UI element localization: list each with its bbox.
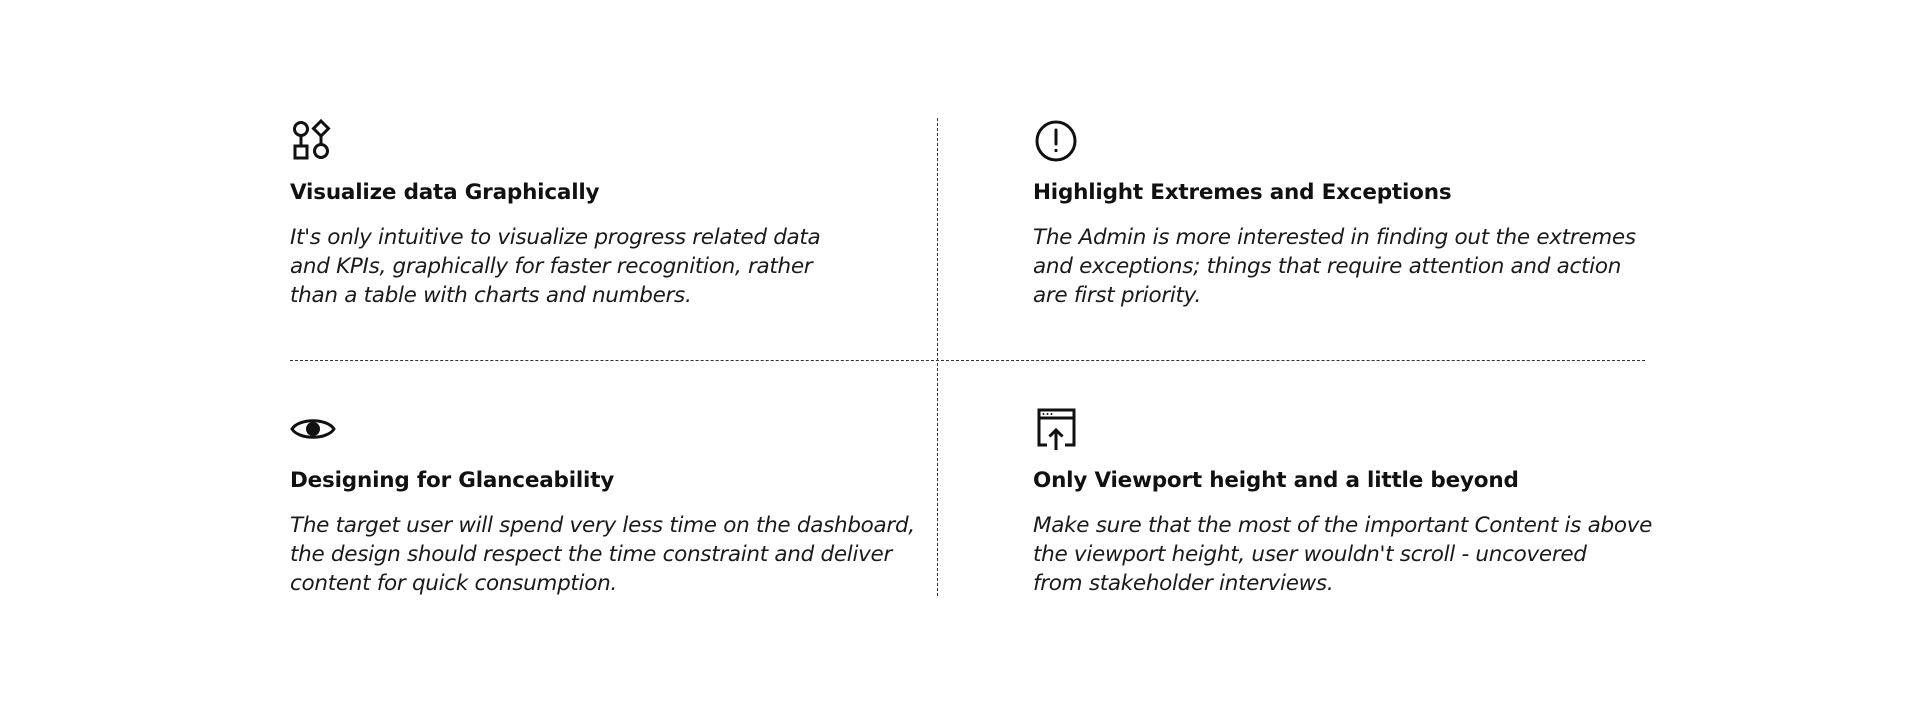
card-title: Only Viewport height and a little beyond — [1033, 468, 1519, 493]
vertical-divider — [937, 118, 938, 596]
card-title: Visualize data Graphically — [290, 180, 600, 205]
principle-card-visualize — [290, 118, 930, 310]
card-description — [1033, 223, 1673, 310]
description-line: from stakeholder interviews. — [1033, 571, 1334, 596]
description-line: the viewport height, user wouldn't scroll - uncovered — [1033, 542, 1587, 567]
card-description — [290, 223, 930, 310]
exclamation-circle-icon — [1033, 118, 1079, 164]
card-title: Highlight Extremes and Exceptions — [1033, 180, 1452, 205]
description-line: It's only intuitive to visualize progress related data — [290, 225, 821, 250]
description-line: are first priority. — [1033, 283, 1201, 308]
principle-card-glanceability — [290, 406, 930, 598]
card-description — [290, 511, 930, 598]
principle-card-viewport — [1033, 406, 1673, 598]
description-line: and exceptions; things that require attention and action — [1033, 254, 1622, 279]
description-line: Make sure that the most of the important Content is above — [1033, 513, 1653, 538]
description-line: content for quick consumption. — [290, 571, 617, 596]
shapes-icon — [290, 118, 336, 164]
browser-window-upload-icon — [1033, 406, 1079, 452]
card-title: Designing for Glanceability — [290, 468, 615, 493]
eye-icon — [290, 406, 336, 452]
description-line: The Admin is more interested in finding out the extremes — [1033, 225, 1636, 250]
description-line: than a table with charts and numbers. — [290, 283, 692, 308]
description-line: The target user will spend very less time on the dashboard, — [290, 513, 915, 538]
description-line: the design should respect the time constraint and deliver — [290, 542, 893, 567]
card-description — [1033, 511, 1673, 598]
principle-card-extremes — [1033, 118, 1673, 310]
horizontal-divider — [290, 360, 1645, 361]
description-line: and KPIs, graphically for faster recognition, rather — [290, 254, 813, 279]
